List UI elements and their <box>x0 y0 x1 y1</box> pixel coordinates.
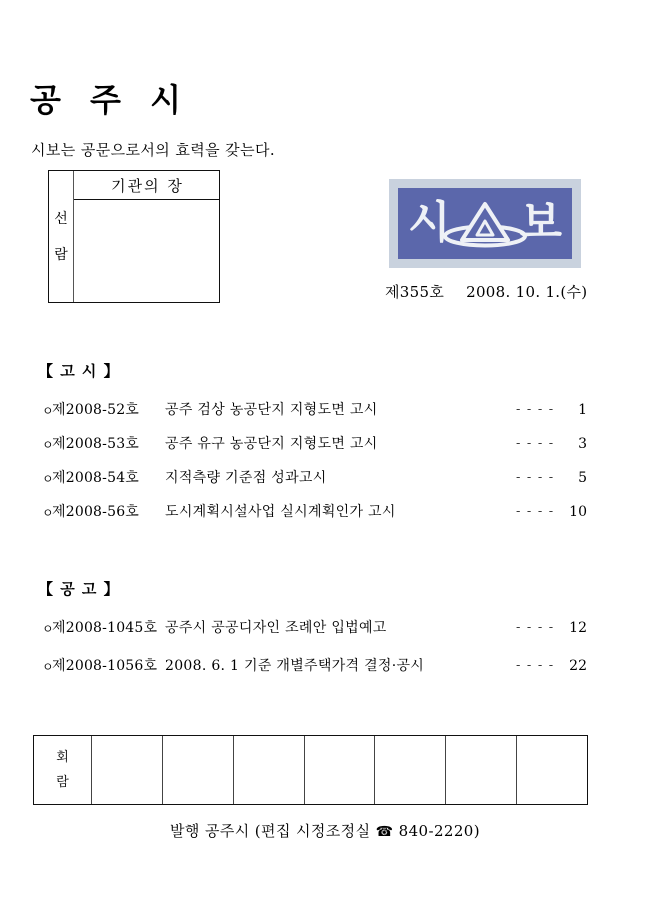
page-title: 공 주 시 <box>30 81 191 119</box>
circulation-label-char-2: 람 <box>56 775 69 790</box>
entry-title: 공주 유구 농공단지 지형도면 고시 <box>165 436 378 452</box>
list-bullet: ㅇ <box>42 404 54 418</box>
list-item[interactable] <box>0 468 650 490</box>
section-gonggo-title: 【 공 고 】 <box>38 580 120 598</box>
circulation-label-cell <box>34 736 92 804</box>
list-bullet: ㅇ <box>42 506 54 520</box>
circulation-cell <box>163 736 234 804</box>
circulation-label-char-1: 회 <box>56 750 69 765</box>
issue-number: 제355호 <box>385 283 445 301</box>
entry-page-number: 5 <box>578 470 587 486</box>
entry-code: 제2008-1056호 <box>52 658 158 674</box>
entry-code: 제2008-1045호 <box>52 620 158 636</box>
section-gosi-title: 【 고 시 】 <box>38 362 120 380</box>
approval-table-header-cell <box>74 171 219 200</box>
circulation-cell <box>92 736 163 804</box>
circulation-cell <box>234 736 305 804</box>
telephone-icon: ☎ <box>375 824 394 840</box>
entry-leader: - - - - <box>516 504 555 519</box>
banner-char-bo: 보 <box>519 196 562 248</box>
approval-table-label-cell <box>49 171 74 302</box>
list-item[interactable] <box>0 400 650 422</box>
circulation-table <box>33 735 588 805</box>
entry-code: 제2008-54호 <box>52 470 140 486</box>
list-item[interactable] <box>0 434 650 456</box>
entry-page-number: 1 <box>578 402 587 418</box>
banner-text-group <box>398 188 572 259</box>
list-item[interactable] <box>0 656 650 678</box>
entry-leader: - - - - <box>516 470 555 485</box>
circulation-cell <box>375 736 446 804</box>
approval-label-char-2: 람 <box>54 246 68 263</box>
footer-publisher: 발행 공주시 (편집 시정조정실 <box>170 822 371 840</box>
approval-label-char-1: 선 <box>54 210 68 227</box>
approval-table-signature-cell <box>74 200 219 302</box>
entry-title: 2008. 6. 1 기준 개별주택가격 결정·공시 <box>165 658 425 674</box>
entry-title: 공주 검상 농공단지 지형도면 고시 <box>165 402 378 418</box>
approval-table-right-column <box>74 171 219 302</box>
mountain-water-emblem-icon <box>442 199 528 251</box>
approval-table <box>48 170 220 303</box>
issue-line <box>385 281 588 302</box>
entry-page-number: 3 <box>578 436 587 452</box>
entry-title: 지적측량 기준점 성과고시 <box>165 470 327 486</box>
entry-page-number: 12 <box>569 620 587 636</box>
circulation-cell <box>517 736 587 804</box>
entry-code: 제2008-53호 <box>52 436 140 452</box>
list-bullet: ㅇ <box>42 438 54 452</box>
banner-char-si: 시 <box>408 196 451 248</box>
issue-date: 2008. 10. 1.(수) <box>466 283 588 301</box>
list-bullet: ㅇ <box>42 660 54 674</box>
entry-page-number: 22 <box>569 658 587 674</box>
entry-leader: - - - - <box>516 620 555 635</box>
entry-leader: - - - - <box>516 658 555 673</box>
entry-code: 제2008-56호 <box>52 504 140 520</box>
entry-page-number: 10 <box>569 504 587 520</box>
list-item[interactable] <box>0 502 650 524</box>
entry-leader: - - - - <box>516 402 555 417</box>
entry-leader: - - - - <box>516 436 555 451</box>
footer <box>0 820 650 841</box>
approval-table-header-label: 기관의 장 <box>111 176 184 195</box>
entry-code: 제2008-52호 <box>52 402 140 418</box>
circulation-cell <box>446 736 517 804</box>
entry-title: 공주시 공공디자인 조례안 입법예고 <box>165 620 387 636</box>
footer-phone: 840-2220) <box>398 822 480 840</box>
entry-title: 도시계획시설사업 실시계획인가 고시 <box>165 504 396 520</box>
sibo-banner <box>389 179 581 268</box>
circulation-cell <box>305 736 376 804</box>
list-item[interactable] <box>0 618 650 640</box>
tagline: 시보는 공문으로서의 효력을 갖는다. <box>31 141 276 159</box>
banner-inner-panel <box>398 188 572 259</box>
list-bullet: ㅇ <box>42 622 54 636</box>
list-bullet: ㅇ <box>42 472 54 486</box>
